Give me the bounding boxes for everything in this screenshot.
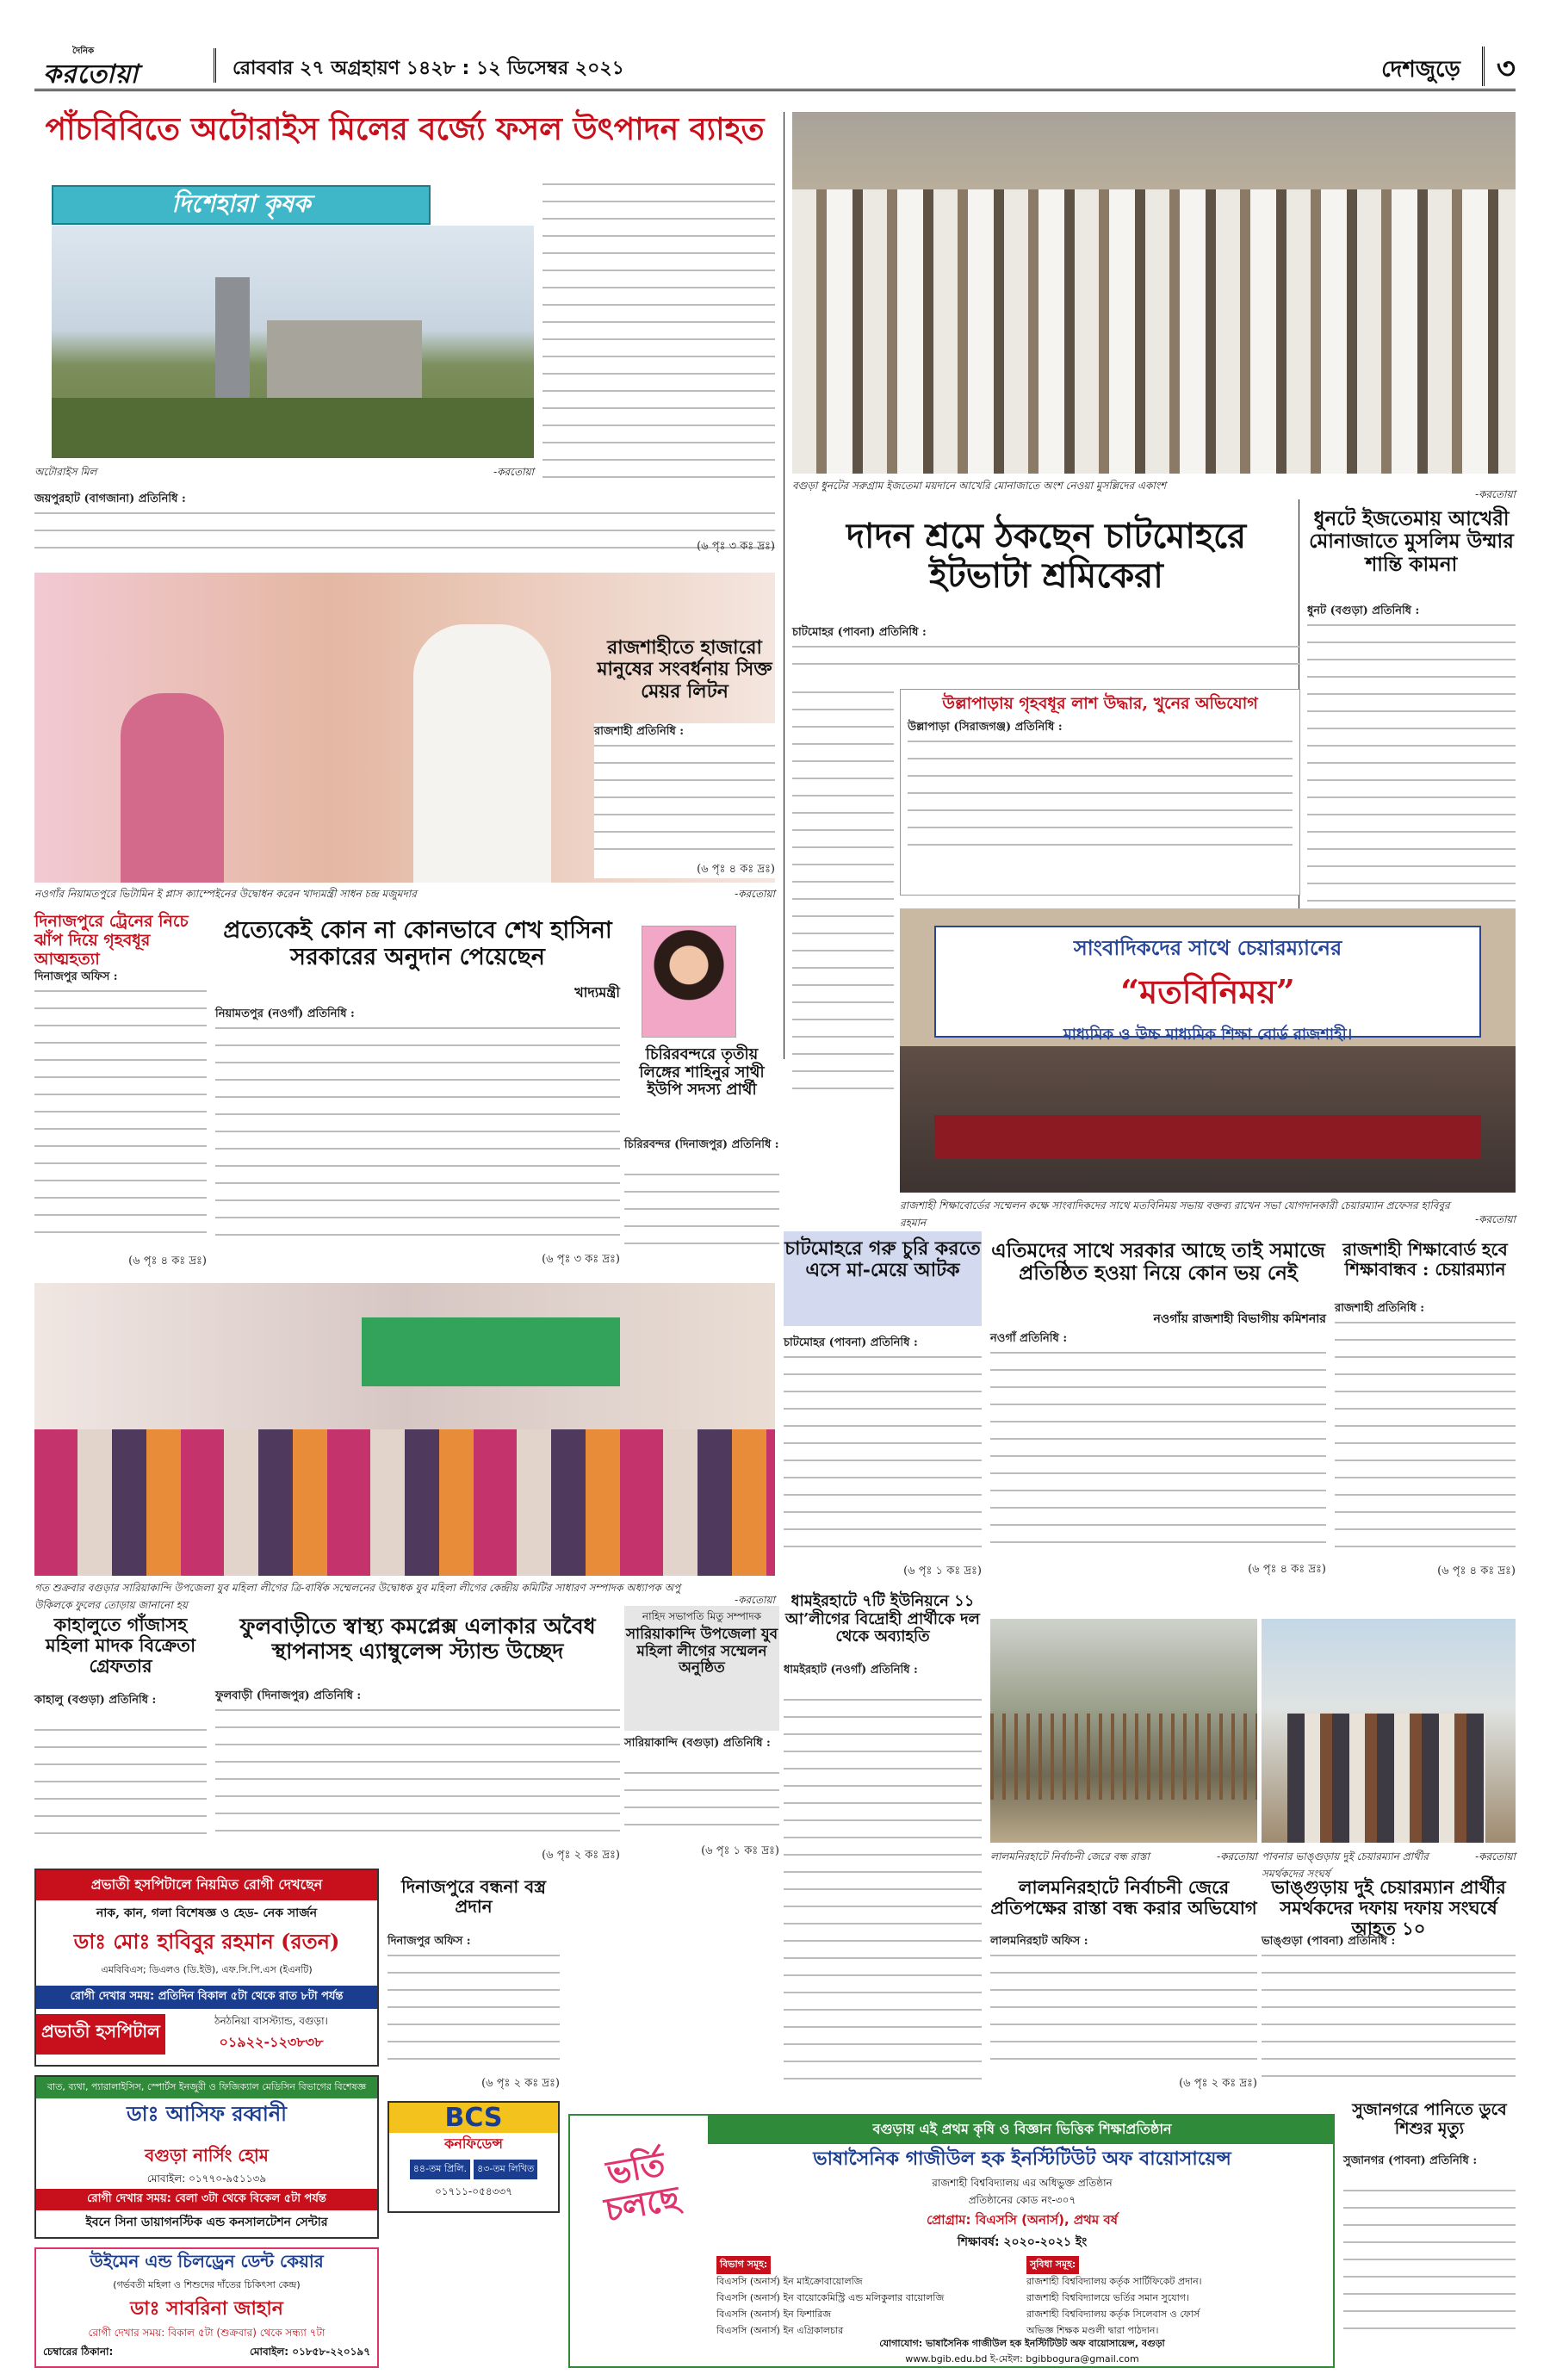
headline-minister[interactable]: প্রত্যেকেই কোন না কোনভাবে শেখ হাসিনা সরকারের অনুদান পেয়েছেন (223, 917, 612, 971)
photo-ijtema (792, 112, 1516, 474)
article-body-vangura (1262, 1933, 1516, 2097)
dateline: ফুলবাড়ী (দিনাজপুর) প্রতিনিধি : (215, 1689, 362, 1702)
ad-admission-top: বগুড়ায় এই প্রথম কৃষি ও বিজ্ঞান ভিত্তিক শিক্ষাপ্রতিষ্ঠান (708, 2116, 1335, 2144)
credit-ijtema: -করতোয়া (1475, 488, 1516, 500)
article-body-shahinur (624, 1137, 779, 1274)
article-body-text (542, 181, 775, 491)
headline-lalmonirhat[interactable]: লালমনিরহাটে নির্বাচনী জেরে প্রতিপক্ষের রাস্তা বন্ধ করার অভিযোগ (990, 1876, 1257, 1919)
dateline: রাজশাহী প্রতিনিধি : (594, 725, 685, 738)
headline-drown[interactable]: সুজানগরে পানিতে ডুবে শিশুর মৃত্যু (1352, 2100, 1507, 2138)
ad-title: উইমেন এন্ড চিলড্রেন ডেন্ট কেয়ার (90, 2251, 324, 2272)
ad-phone: মোবাইল: ০১৭৭০-৯৫১১৩৯ (146, 2172, 267, 2185)
dateline: লালমনিরহাট অফিস : (990, 1935, 1088, 1948)
ad-admission-session: শিক্ষাবর্ষ: ২০২০-২০২১ ইং (957, 2235, 1088, 2249)
headline-cattle[interactable]: চাটমোহরে গরু চুরি করতে এসে মা-মেয়ে আটক (784, 1237, 981, 1282)
banner-sub-text: মাধ্যমিক ও উচ্চ মাধ্যমিক শিক্ষা বোর্ড রাজশাহী। (1063, 1026, 1353, 1044)
banner-main-text: “মতবিনিময়” (1120, 972, 1295, 1011)
ad-asif-rabbani[interactable] (34, 2075, 379, 2239)
ad-bcs-confidence[interactable] (388, 2101, 560, 2213)
caption-ijtema: বগুড়া ধুনটের সরুগ্রাম ইজতেমা ময়দানে আখেরি মোনাজাতে অংশ নেওয়া মুসল্লিদের একাংশ (792, 480, 1167, 492)
dateline: জয়পুরহাট (বাগজানা) প্রতিনিধি : (34, 493, 186, 505)
minister-figure (413, 624, 551, 883)
article-body-train (34, 969, 207, 1279)
photo-rice-mill (52, 226, 534, 458)
ad-phone: মোবাইল: ০১৮৫৮-২২০১৯৭ (249, 2346, 370, 2358)
ad-subject: বিএসসি (অনার্স) ইন ফিশারিজ (716, 2309, 832, 2320)
ad-features-label: সুবিধা সমূহ: (1026, 2256, 1079, 2274)
dateline: দিনাজপুর অফিস : (34, 970, 118, 983)
photo-vangura (1262, 1619, 1516, 1843)
ad-line: প্রভাতী হসপিটালে নিয়মিত রোগী দেখছেন (36, 1870, 377, 1900)
box-sariakandi (624, 1606, 779, 1731)
jump-line: (৬ পৃঃ ৪ কঃ দ্রঃ) (128, 1255, 207, 1267)
stage-banner (362, 1317, 620, 1386)
jump-line: (৬ পৃঃ ২ কঃ দ্রঃ) (542, 1849, 620, 1862)
headline-sariakandi[interactable]: সারিয়াকান্দি উপজেলা যুব মহিলা লীগের সম্মেলন অনুষ্ঠিত (625, 1626, 778, 1677)
ad-subject: বিএসসি (অনার্স) ইন মাইক্রোবায়োলজি (716, 2276, 863, 2287)
ad-subject: বিএসসি (অনার্স) ইন বায়োকেমিস্ট্রি এন্ড মলিকুলার বায়োলজি (716, 2292, 945, 2303)
article-body-brick (792, 624, 1300, 685)
jump-line: (৬ পৃঃ ৩ কঃ দ্রঃ) (542, 1253, 620, 1266)
dateline: চাটমোহর (পাবনা) প্রতিনিধি : (792, 626, 927, 639)
headline-mayor-liton[interactable]: রাজশাহীতে হাজারো মানুষের সংবর্ধনায় সিক্ত মেয়র লিটন (597, 636, 772, 703)
headline-dhunot-ijtema[interactable]: ধুনটে ইজতেমায় আখেরী মোনাজাতে মুসলিম উম্মার শান্তি কামনা (1309, 507, 1514, 576)
ad-admission-code: প্রতিষ্ঠানের কোড নং-৩০৭ (968, 2194, 1076, 2206)
ad-doctor-name: ডাঃ সাবরিনা জাহান (130, 2297, 283, 2320)
article-body-lalmonirhat (990, 1933, 1257, 2110)
box-ullapara (900, 689, 1300, 896)
caption-rice-mill: অটোরাইস মিল (34, 466, 97, 478)
caption-jubo: গত শুক্রবার বগুড়ার সারিয়াকান্দি উপজেলা যুব মহিলা লীগের ত্রি-বার্ষিক সম্মেলনের উদ্বোধক যুব মহিলা লীগের কেন্দ্রীয় কমিটির সাধারণ সম্পাদক অধ্যাপক অপু উকিলকে ফুলের তোড়ায় জানানো হয় (34, 1582, 681, 1611)
dateline: দিনাজপুর অফিস : (388, 1935, 471, 1948)
ad-bcs-sub: কনফিডেন্স (444, 2135, 503, 2152)
article-body-orphans (990, 1330, 1326, 1589)
ad-women-dental[interactable] (34, 2247, 379, 2368)
ad-admission-name: ভাষাসৈনিক গাজীউল হক ইনস্টিটিউট অফ বায়োসায়েন্স (813, 2148, 1231, 2170)
logo-small: দৈনিক (72, 46, 95, 56)
article-body-blanket (388, 1933, 560, 2105)
dateline: নওগাঁ প্রতিনিধি : (990, 1332, 1068, 1345)
jump-line: (৬ পৃঃ ৪ কঃ দ্রঃ) (1248, 1563, 1326, 1576)
ad-chamber-label: চেম্বারের ঠিকানা: (43, 2346, 114, 2358)
article-body-rice-mill (34, 491, 775, 560)
jump-line: (৬ পৃঃ ২ কঃ দ্রঃ) (1179, 2077, 1257, 2090)
article-body-board (1335, 1300, 1516, 1589)
dateline: রাজশাহী প্রতিনিধি : (1335, 1302, 1425, 1315)
ad-clinic-name: বগুড়া নার্সিং হোম (145, 2145, 269, 2166)
seated-women (34, 1429, 775, 1576)
article-body-dhamoirhat (784, 1662, 982, 2118)
jump-line: (৬ পৃঃ ৪ কঃ দ্রঃ) (1437, 1565, 1516, 1577)
ad-subjects-label: বিভাগ সমূহ: (716, 2256, 771, 2274)
newspaper-logo[interactable] (34, 45, 198, 90)
fence-shape (990, 1714, 1257, 1800)
jump-line: (৬ পৃঃ ১ কঃ দ্রঃ) (701, 1844, 779, 1857)
clash-crowd (1287, 1714, 1485, 1843)
dateline: চাটমোহর (পাবনা) প্রতিনিধি : (784, 1336, 918, 1349)
credit-meeting: -করতোয়া (1475, 1213, 1516, 1225)
credit-lalmonirhat: -করতোয়া (1217, 1850, 1257, 1862)
ad-phone: ০১৯২২-১২৩৮৩৮ (219, 2034, 324, 2050)
ad-admission-sub: রাজশাহী বিশ্ববিদ্যালয় এর অধিভুক্ত প্রতিষ্ঠান (932, 2177, 1113, 2189)
ad-line: বাত, ব্যথা, প্যারালাইসিস, স্পোর্টস ইনজুরী ও ফিজিক্যাল মেডিসিন বিভাগের বিশেষজ্ঞ (36, 2077, 377, 2098)
ad-bcs-title: BCS (389, 2103, 558, 2133)
article-body-liton (594, 723, 775, 878)
ad-admission[interactable] (568, 2114, 1335, 2368)
headline-dhamoirhat[interactable]: ধামইরহাটে ৭টি ইউনিয়নে ১১ আ’লীগের বিদ্রোহী প্রার্থীকে দল থেকে অব্যাহতি (785, 1592, 980, 1646)
dateline: সুজানগর (পাবনা) প্রতিনিধি : (1343, 2154, 1478, 2167)
meeting-banner (934, 926, 1481, 1044)
headline-orphans[interactable]: এতিমদের সাথে সরকার আছে তাই সমাজে প্রতিষ্ঠিত হওয়া নিয়ে কোন ভয় নেই (991, 1239, 1325, 1286)
headline-vangura[interactable]: ভাঙ্গুড়ায় দুই চেয়ারম্যান প্রার্থীর সমর্থকদের দফায় দফায় সংঘর্ষে আহত ১০ (1271, 1876, 1506, 1940)
ad-bcs-course: ৪৩-তম লিখিত (474, 2160, 537, 2179)
banner-farmers (52, 185, 431, 225)
headline-fulbari[interactable]: ফুলবাড়ীতে স্বাস্থ্য কমপ্লেক্স এলাকার অবৈধ স্থাপনাসহ এ্যাম্বুলেন্স স্ট্যান্ড উচ্ছেদ (239, 1614, 596, 1664)
ad-subtitle: (গর্ভবতী মহিলা ও শিশুদের দাঁতের চিকিৎসা কেন্দ্র) (113, 2279, 301, 2290)
dateline: সারিয়াকান্দি (বগুড়া) প্রতিনিধি : (624, 1737, 771, 1750)
article-body-cattle (784, 1335, 982, 1584)
article-body-ganja (34, 1692, 207, 1864)
logo-text: করতোয়া (43, 59, 140, 90)
masthead (34, 43, 1516, 91)
byline-orphans: নওগাঁয় রাজশাহী বিভাগীয় কমিশনার (1153, 1312, 1326, 1326)
dateline: কাহালু (বগুড়া) প্রতিনিধি : (34, 1694, 157, 1707)
credit-rice-mill: -করতোয়া (493, 466, 534, 478)
article-body-drown (1343, 2153, 1516, 2351)
dateline: নিয়ামতপুর (নওগাঁ) প্রতিনিধি : (215, 1007, 355, 1020)
ad-admission-program: প্রোগ্রাম: বিএসসি (অনার্স), প্রথম বর্ষ (926, 2212, 1119, 2228)
photo-lalmonirhat (990, 1619, 1257, 1843)
banner-farmers-text: দিশেহারা কৃষক (171, 189, 311, 218)
ad-bcs-course: ৪৪-তম প্রিলি. (410, 2160, 470, 2179)
caption-vangura: পাবনার ভাঙ্গুড়ায় দুই চেয়ারম্যান প্রার্থীর সমর্থকদের সংঘর্ষ (1262, 1850, 1429, 1880)
headline-ganja[interactable]: কাহালুতে গাঁজাসহ মহিলা মাদক বিক্রেতা গ্রেফতার (45, 1614, 196, 1677)
headline-rice-mill[interactable]: পাঁচবিবিতে অটোরাইস মিলের বর্জ্যে ফসল উৎপাদন ব্যাহত (45, 111, 765, 147)
headline-brick-workers[interactable]: দাদন শ্রমে ঠকছেন চাটমোহরে ইটভাটা শ্রমিকেরা (846, 516, 1247, 596)
headline-ullapara[interactable]: উল্লাপাড়ায় গৃহবধূর লাশ উদ্ধার, খুনের অভিযোগ (942, 694, 1258, 713)
jump-line: (৬ পৃঃ ৪ কঃ দ্রঃ) (697, 863, 775, 876)
dateline: চিরিরবন্দর (দিনাজপুর) প্রতিনিধি : (624, 1138, 779, 1151)
caption-lalmonirhat: লালমনিরহাটে নির্বাচনী জেরে বন্ধ রাস্তা (990, 1850, 1150, 1862)
page-number: ৩ (1482, 46, 1516, 86)
ad-doctor-name: ডাঃ আসিফ রব্বানী (126, 2101, 288, 2126)
ad-time: রোগী দেখার সময়: বেলা ৩টা থেকে বিকেল ৫টা পর্যন্ত (36, 2189, 377, 2210)
ad-center-name: ইবনে সিনা ডায়াগনস্টিক এন্ড কনসালটেশন সেন্টার (85, 2216, 328, 2229)
dateline: উল্লাপাড়া (সিরাজগঞ্জ) প্রতিনিধি : (908, 720, 1063, 734)
credit-vangura: -করতোয়া (1475, 1850, 1516, 1862)
box-cattle-theft (784, 1231, 982, 1326)
crowd-back (792, 112, 1516, 189)
kicker-sariakandi: নাহিদ সভাপতি মিতু সম্পাদক (642, 1610, 762, 1622)
ad-address: ঠনঠনিয়া বাসস্ট্যান্ড, বগুড়া। (214, 2015, 328, 2027)
caption-vitamin: নওগাঁর নিয়ামতপুরে ভিটামিন ই প্লাস ক্যাম্পেইনের উদ্বোধন করেন খাদ্যমন্ত্রী সাধন চন্দ্র মজুমদার (34, 888, 417, 900)
jump-line: (৬ পৃঃ ৩ কঃ দ্রঃ) (697, 540, 775, 553)
dateline: ধামইরহাট (নওগাঁ) প্রতিনিধি : (784, 1664, 918, 1677)
issue-date: রোববার ২৭ অগ্রহায়ণ ১৪২৮ : ১২ ডিসেম্বর ২০২১ (232, 58, 624, 79)
jump-line: (৬ পৃঃ ১ কঃ দ্রঃ) (903, 1565, 982, 1577)
ad-time: রোগী দেখার সময়: প্রতিদিন বিকাল ৫টা থেকে রাত ৮টা পর্যন্ত (36, 1986, 377, 2009)
woman-figure (121, 693, 224, 883)
headline-shahinur[interactable]: চিরিরবন্দরে তৃতীয় লিঙ্গের শাহিনুর সাথী ইউপি সদস্য প্রার্থী (639, 1045, 765, 1100)
banner-top-text: সাংবাদিকদের সাথে চেয়ারম্যানের (1073, 935, 1342, 960)
photo-meeting (900, 908, 1516, 1193)
ad-time: রোগী দেখার সময়: বিকাল ৫টা (শুক্রবার) থেকে সন্ধ্যা ৭টা (88, 2327, 326, 2339)
byline-minister: খাদ্যমন্ত্রী (574, 984, 620, 1001)
jump-line: (৬ পৃঃ ২ কঃ দ্রঃ) (481, 2077, 560, 2090)
ad-admission-vertical: ভর্তি চলছে (601, 2143, 683, 2229)
credit-vitamin: -করতোয়া (735, 888, 775, 900)
ad-feature: অভিজ্ঞ শিক্ষক মণ্ডলী দ্বারা পাঠদান। (1026, 2325, 1159, 2336)
article-body-minister (215, 1006, 620, 1273)
article-body-fulbari (215, 1688, 620, 1864)
ad-hospital-name: প্রভাতী হসপিটাল (36, 2014, 165, 2055)
ad-admission-footer: যোগাযোগ: ভাষাসৈনিক গাজীউল হক ইনস্টিটিউট অফ বায়োসায়েন্স, বগুড়া (879, 2338, 1165, 2349)
dateline: ধুনট (বগুড়া) প্রতিনিধি : (1307, 604, 1420, 617)
ad-probhati-hospital[interactable] (34, 1869, 379, 2067)
ad-doctor-name: ডাঃ মোঃ হাবিবুর রহমান (রতন) (73, 1929, 340, 1954)
headline-blanket[interactable]: দিনাজপুরে বন্ধনা বস্ত্র প্রদান (401, 1876, 546, 1917)
ad-subject: বিএসসি (অনার্স) ইন এগ্রিকালচার (716, 2325, 844, 2336)
ad-bcs-mobile: ০১৭১১-০৫৪৩৩৭ (434, 2185, 513, 2197)
ad-feature: রাজশাহী বিশ্ববিদ্যালয় কর্তৃক সিলেবাস ও ফোর্স (1026, 2309, 1200, 2320)
ad-feature: রাজশাহী বিশ্ববিদ্যালয়ে ভর্তির সমান সুযোগ। (1026, 2292, 1189, 2303)
ad-line: নাক, কান, গলা বিশেষজ্ঞ ও হেড- নেক সার্জন (96, 1906, 318, 1920)
headline-board[interactable]: রাজশাহী শিক্ষাবোর্ড হবে শিক্ষাবান্ধব : চেয়ারম্যান (1342, 1239, 1508, 1280)
headline-train[interactable]: দিনাজপুরে ট্রেনের নিচে ঝাঁপ দিয়ে গৃহবধূর আত্মহত্যা (34, 912, 189, 969)
photo-jubo-league (34, 1283, 775, 1576)
photo-shahinur (642, 926, 736, 1038)
caption-meeting: রাজশাহী শিক্ষাবোর্ডের সম্মেলন কক্ষে সাংবাদিকদের সাথে মতবিনিময় সভায় বক্তব্য রাখেন সভা যোগদানকারী চেয়ারম্যান প্রফেসর হাবিবুর রহমান (900, 1199, 1450, 1229)
credit-jubo: -করতোয়া (735, 1594, 775, 1606)
field-shape (52, 398, 534, 458)
dateline: ভাঙ্গুড়া (পাবনা) প্রতিনিধি : (1262, 1935, 1396, 1948)
masthead-divider (214, 48, 216, 83)
ad-degree: এমবিবিএস; ডিএলও (ডি.ইউ), এফ.সি.পি.এস (ইএনটি) (101, 1964, 313, 1975)
meeting-table (934, 1115, 1481, 1158)
crowd-front (792, 189, 1516, 474)
chimney-shape (215, 277, 250, 415)
article-body-text (792, 689, 894, 1119)
section-title: দেশজুড়ে (1381, 57, 1460, 83)
ad-feature: রাজশাহী বিশ্ববিদ্যালয় কর্তৃক সার্টিফিকেট প্রদান। (1026, 2276, 1202, 2287)
article-body-sariakandi (624, 1735, 779, 1864)
ad-admission-web: www.bgib.edu.bd ই-মেইল: bgibbogura@gmail.com (905, 2353, 1139, 2365)
